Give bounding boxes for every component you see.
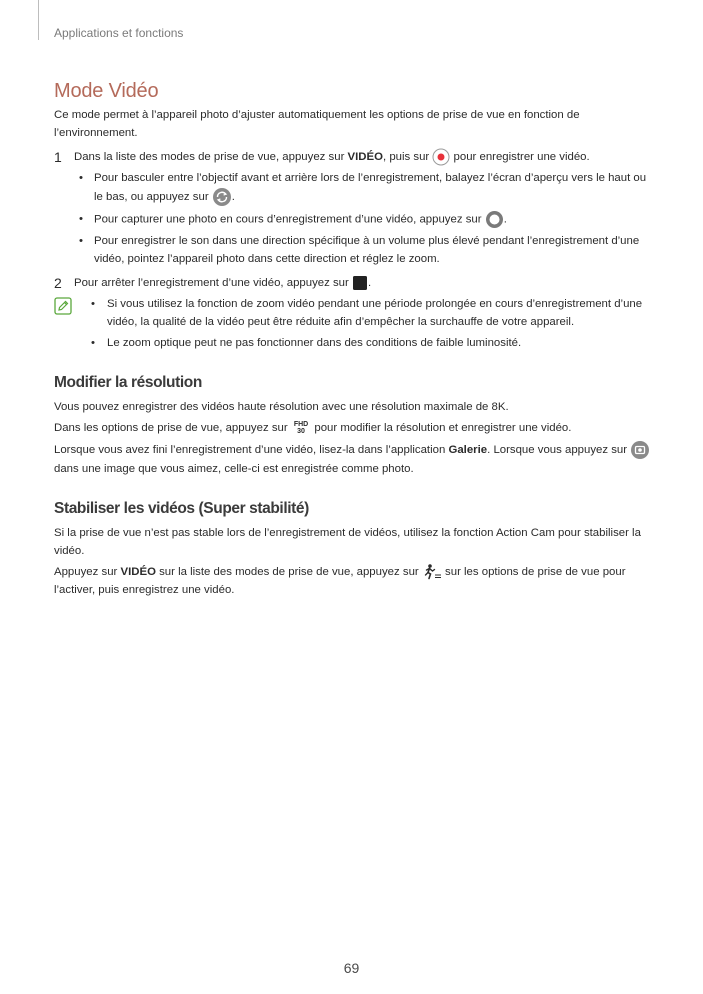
note-list [107,295,654,352]
bullet-audio-zoom [94,232,654,268]
step-2 [54,274,654,292]
video-mode-name: VIDÉO [120,566,156,579]
resolution-icon-bottom: 30 [297,428,305,435]
section-header: Applications et fonctions [54,26,184,40]
bullet-2-text: Pour capturer une photo en cours d’enregistrement d’une vidéo, appuyez sur [94,213,485,226]
resolution-p2-after: pour modifier la résolution et enregistrer une vidéo. [311,422,572,435]
resolution-paragraph-1: Vous pouvez enregistrer des vidéos haute résolution avec une résolution maximale de 8K. [54,401,509,414]
bullet-1-text: Pour basculer entre l’objectif avant et arrière lors de l’enregistrement, balayez l’écran d’aperçu vers le haut ou le bas, ou appuyez sur [94,172,647,204]
page-content [54,82,654,602]
stability-p2-after: sur les options de prise de vue pour l’activer, puis enregistrez une vidéo. [54,566,626,597]
super-steady-icon [422,563,442,581]
resolution-p3-middle: . Lorsque vous appuyez sur [487,444,631,457]
step-2-text-before: Pour arrêter l’enregistrement d’une vidéo, appuyez sur [74,277,352,290]
stability-paragraph-2 [54,563,654,599]
record-button-icon [432,148,450,166]
capture-frame-icon [630,440,650,460]
margin-rule [38,0,39,40]
note-item: • Le zoom optique peut ne pas fonctionner dans des conditions de faible luminosité. [107,334,654,352]
resolution-paragraph-2 [54,419,654,437]
bullet-3-text: Pour enregistrer le son dans une direction spécifique à un volume plus élevé pendant l’enregistrement d’une vidéo, pointez l’appareil photo dans cette direction et réglez le zoom. [94,235,640,266]
bullet-1-end: . [231,191,235,204]
bullet-switch-lens [94,169,654,207]
note-item: • Si vous utilisez la fonction de zoom vidéo pendant une période prolongée en cours d’enregistrement d’une vidéo, la qualité de la vidéo peut être réduite afin d’empêcher la surchauffe de votre appareil. [107,295,654,331]
resolution-heading: Modifier la résolution [54,374,202,392]
switch-camera-icon [212,187,232,207]
stability-p2-middle: sur la liste des modes de prise de vue, appuyez sur [155,566,422,579]
page-number: 69 [343,960,360,976]
bullet-2-end: . [503,213,507,226]
step-1 [54,148,654,166]
capture-photo-icon [485,210,504,229]
intro-paragraph: Ce mode permet à l’appareil photo d’ajuster automatiquement les options de prise de vue en fonction de l’environnement. [54,109,580,139]
step-1-text-after: pour enregistrer une vidéo. [450,151,590,164]
resolution-p3-after: dans une image que vous aimez, celle-ci est enregistrée comme photo. [54,463,414,476]
resolution-icon [294,421,308,435]
note-icon [54,297,72,315]
resolution-p2-before: Dans les options de prise de vue, appuyez sur [54,422,291,435]
stop-button-icon [352,275,368,291]
stability-paragraph-1: Si la prise de vue n’est pas stable lors de l’enregistrement de vidéos, utilisez la fonction Action Cam pour stabiliser la vidéo. [54,527,641,558]
resolution-icon-top: FHD [293,421,309,428]
page-title: Mode Vidéo [54,80,159,102]
step-2-number: 2 [54,275,62,292]
step-1-text-before: Dans la liste des modes de prise de vue, appuyez sur [74,151,348,164]
step-1-bullets [54,169,654,268]
gallery-app-name: Galerie [448,444,488,457]
step-1-text-middle: , puis sur [382,151,433,164]
stability-p2-before: Appuyez sur [54,566,121,579]
resolution-paragraph-3 [54,440,654,478]
stability-heading: Stabiliser les vidéos (Super stabilité) [54,500,309,518]
step-1-number: 1 [54,149,62,165]
note-block [54,295,654,352]
step-1-mode-name: VIDÉO [347,151,383,164]
resolution-p3-before: Lorsque vous avez fini l’enregistrement d’une vidéo, lisez-la dans l’application [54,444,449,457]
bullet-capture-photo [94,210,654,229]
resolution-section [54,374,654,478]
step-2-text-after: . [367,277,372,290]
stability-section [54,500,654,599]
